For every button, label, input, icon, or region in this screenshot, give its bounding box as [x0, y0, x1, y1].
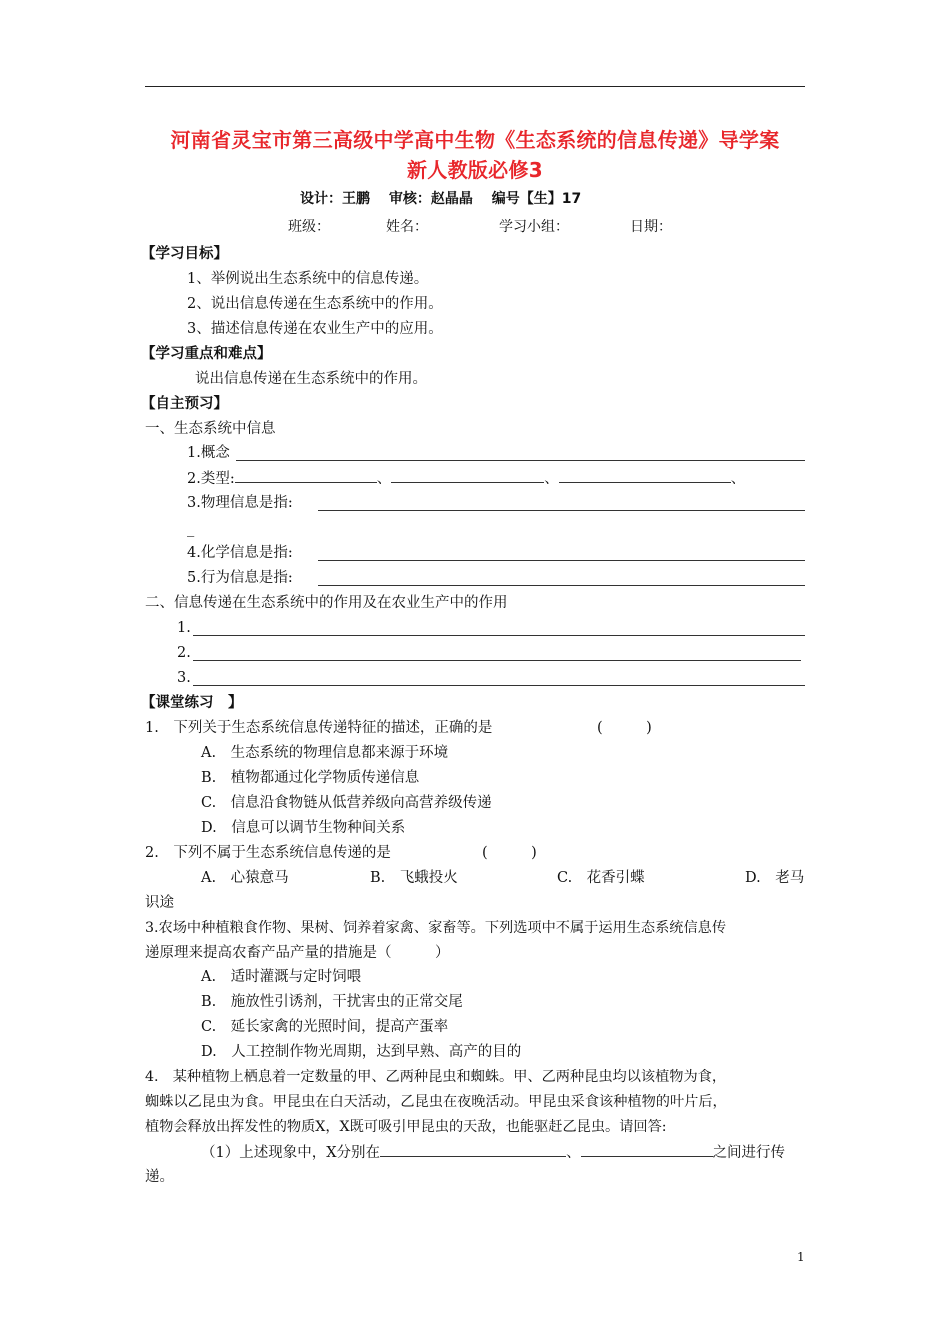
separator: 、 — [566, 1145, 581, 1161]
key-heading: 【学习重点和难点】 — [141, 346, 272, 362]
goals-heading: 【学习目标】 — [141, 246, 228, 262]
designer: 设计：王鹏 — [300, 191, 370, 207]
answer-paren[interactable]: ( ) — [597, 720, 652, 736]
reviewer: 审核：赵晶晶 — [388, 191, 473, 207]
answer-blank[interactable] — [581, 1142, 713, 1157]
option: D. 老马 — [745, 870, 805, 886]
answer-line[interactable] — [193, 660, 801, 661]
role-item: 3. — [177, 670, 191, 686]
q-types-label: 2.类型: — [187, 471, 235, 487]
option: B. 植物都通过化学物质传递信息 — [201, 770, 420, 786]
group-label: 学习小组： — [499, 219, 569, 235]
question-4-line-2: 蜘蛛以乙昆虫为食。甲昆虫在白天活动，乙昆虫在夜晚活动。甲昆虫采食该种植物的叶片后， — [145, 1094, 727, 1110]
key-text: 说出信息传递在生态系统中的作用。 — [195, 371, 427, 387]
sub-1-prefix: （1）上述现象中，X分别在 — [201, 1145, 381, 1161]
page-number: 1 — [797, 1250, 805, 1264]
class-label: 班级： — [288, 219, 330, 235]
q-chemical: 4.化学信息是指: — [187, 545, 293, 561]
q-physical: 3.物理信息是指: — [187, 495, 293, 511]
option: B. 施放性引诱剂，干扰害虫的正常交尾 — [201, 994, 463, 1010]
goal-item: 2、说出信息传递在生态系统中的作用。 — [187, 296, 443, 312]
answer-blank[interactable] — [559, 468, 731, 483]
q-concept: 1.概念 — [187, 445, 230, 461]
option: D. 信息可以调节生物种间关系 — [201, 820, 406, 836]
option: A. 生态系统的物理信息都来源于环境 — [201, 745, 449, 761]
option: D. 人工控制作物光周期，达到早熟、高产的目的 — [201, 1044, 522, 1060]
option: A. 适时灌溉与定时饲喂 — [201, 969, 362, 985]
option: C. 花香引蝶 — [557, 870, 645, 886]
answer-line[interactable] — [318, 560, 805, 561]
question-3-line-2: 递原理来提高农畜产品产量的措施是（ ） — [145, 945, 450, 961]
date-label: 日期： — [630, 219, 672, 235]
answer-line[interactable] — [236, 460, 805, 461]
answer-line[interactable] — [193, 685, 805, 686]
role-item: 2. — [177, 645, 191, 661]
option: C. 信息沿食物链从低营养级向高营养级传递 — [201, 795, 492, 811]
title-line-2: 新人教版必修3 — [406, 158, 544, 182]
answer-paren[interactable]: ( ) — [482, 845, 537, 861]
question-4-line-1: 4. 某种植物上栖息着一定数量的甲、乙两种昆虫和蜘蛛。甲、乙两种昆虫均以该植物为食， — [145, 1069, 727, 1085]
option: B. 飞蛾投火 — [370, 870, 458, 886]
answer-blank[interactable] — [391, 468, 544, 483]
preview-heading: 【自主预习】 — [141, 396, 228, 412]
question-4-sub-1-tail: 递。 — [145, 1169, 174, 1185]
q-physical-tail: _ — [187, 521, 195, 537]
doc-number: 编号【生】17 — [491, 191, 582, 207]
answer-blank[interactable] — [235, 468, 377, 483]
q-types — [187, 468, 745, 489]
sub-1-suffix: 之间进行传 — [712, 1145, 786, 1161]
name-label: 姓名： — [386, 219, 428, 235]
question-4-sub-1 — [201, 1142, 785, 1163]
title-line-1: 河南省灵宝市第三高级中学高中生物《生态系统的信息传递》导学案 — [170, 128, 780, 152]
question-4-line-3: 植物会释放出挥发性的物质X，X既可吸引甲昆虫的天敌，也能驱赶乙昆虫。请回答: — [145, 1119, 667, 1135]
separator: 、 — [544, 471, 559, 487]
header-rule — [145, 86, 805, 87]
question-1: 1. 下列关于生态系统信息传递特征的描述，正确的是 — [145, 720, 493, 736]
preview-section-2: 二、信息传递在生态系统中的作用及在农业生产中的作用 — [145, 595, 508, 611]
option: C. 延长家禽的光照时间，提高产蛋率 — [201, 1019, 449, 1035]
goal-item: 3、描述信息传递在农业生产中的应用。 — [187, 321, 443, 337]
question-2: 2. 下列不属于生态系统信息传递的是 — [145, 845, 391, 861]
answer-blank[interactable] — [380, 1142, 566, 1157]
separator: 、 — [730, 471, 746, 487]
practice-heading: 【课堂练习 】 — [141, 695, 243, 711]
author-meta — [300, 188, 660, 208]
role-item: 1. — [177, 620, 191, 636]
answer-line[interactable] — [318, 585, 805, 586]
question-3-line-1: 3.农场中种植粮食作物、果树、饲养着家禽、家畜等。下列选项中不属于运用生态系统信息传 — [145, 920, 727, 936]
separator: 、 — [376, 471, 392, 487]
goal-item: 1、举例说出生态系统中的信息传递。 — [187, 271, 429, 287]
preview-section-1: 一、生态系统中信息 — [145, 421, 276, 437]
student-info-row — [288, 216, 672, 236]
option-tail: 识途 — [145, 895, 174, 911]
option: A. 心猿意马 — [201, 870, 289, 886]
answer-line[interactable] — [193, 635, 805, 636]
q-behavioral: 5.行为信息是指: — [187, 570, 293, 586]
answer-line[interactable] — [318, 510, 805, 511]
